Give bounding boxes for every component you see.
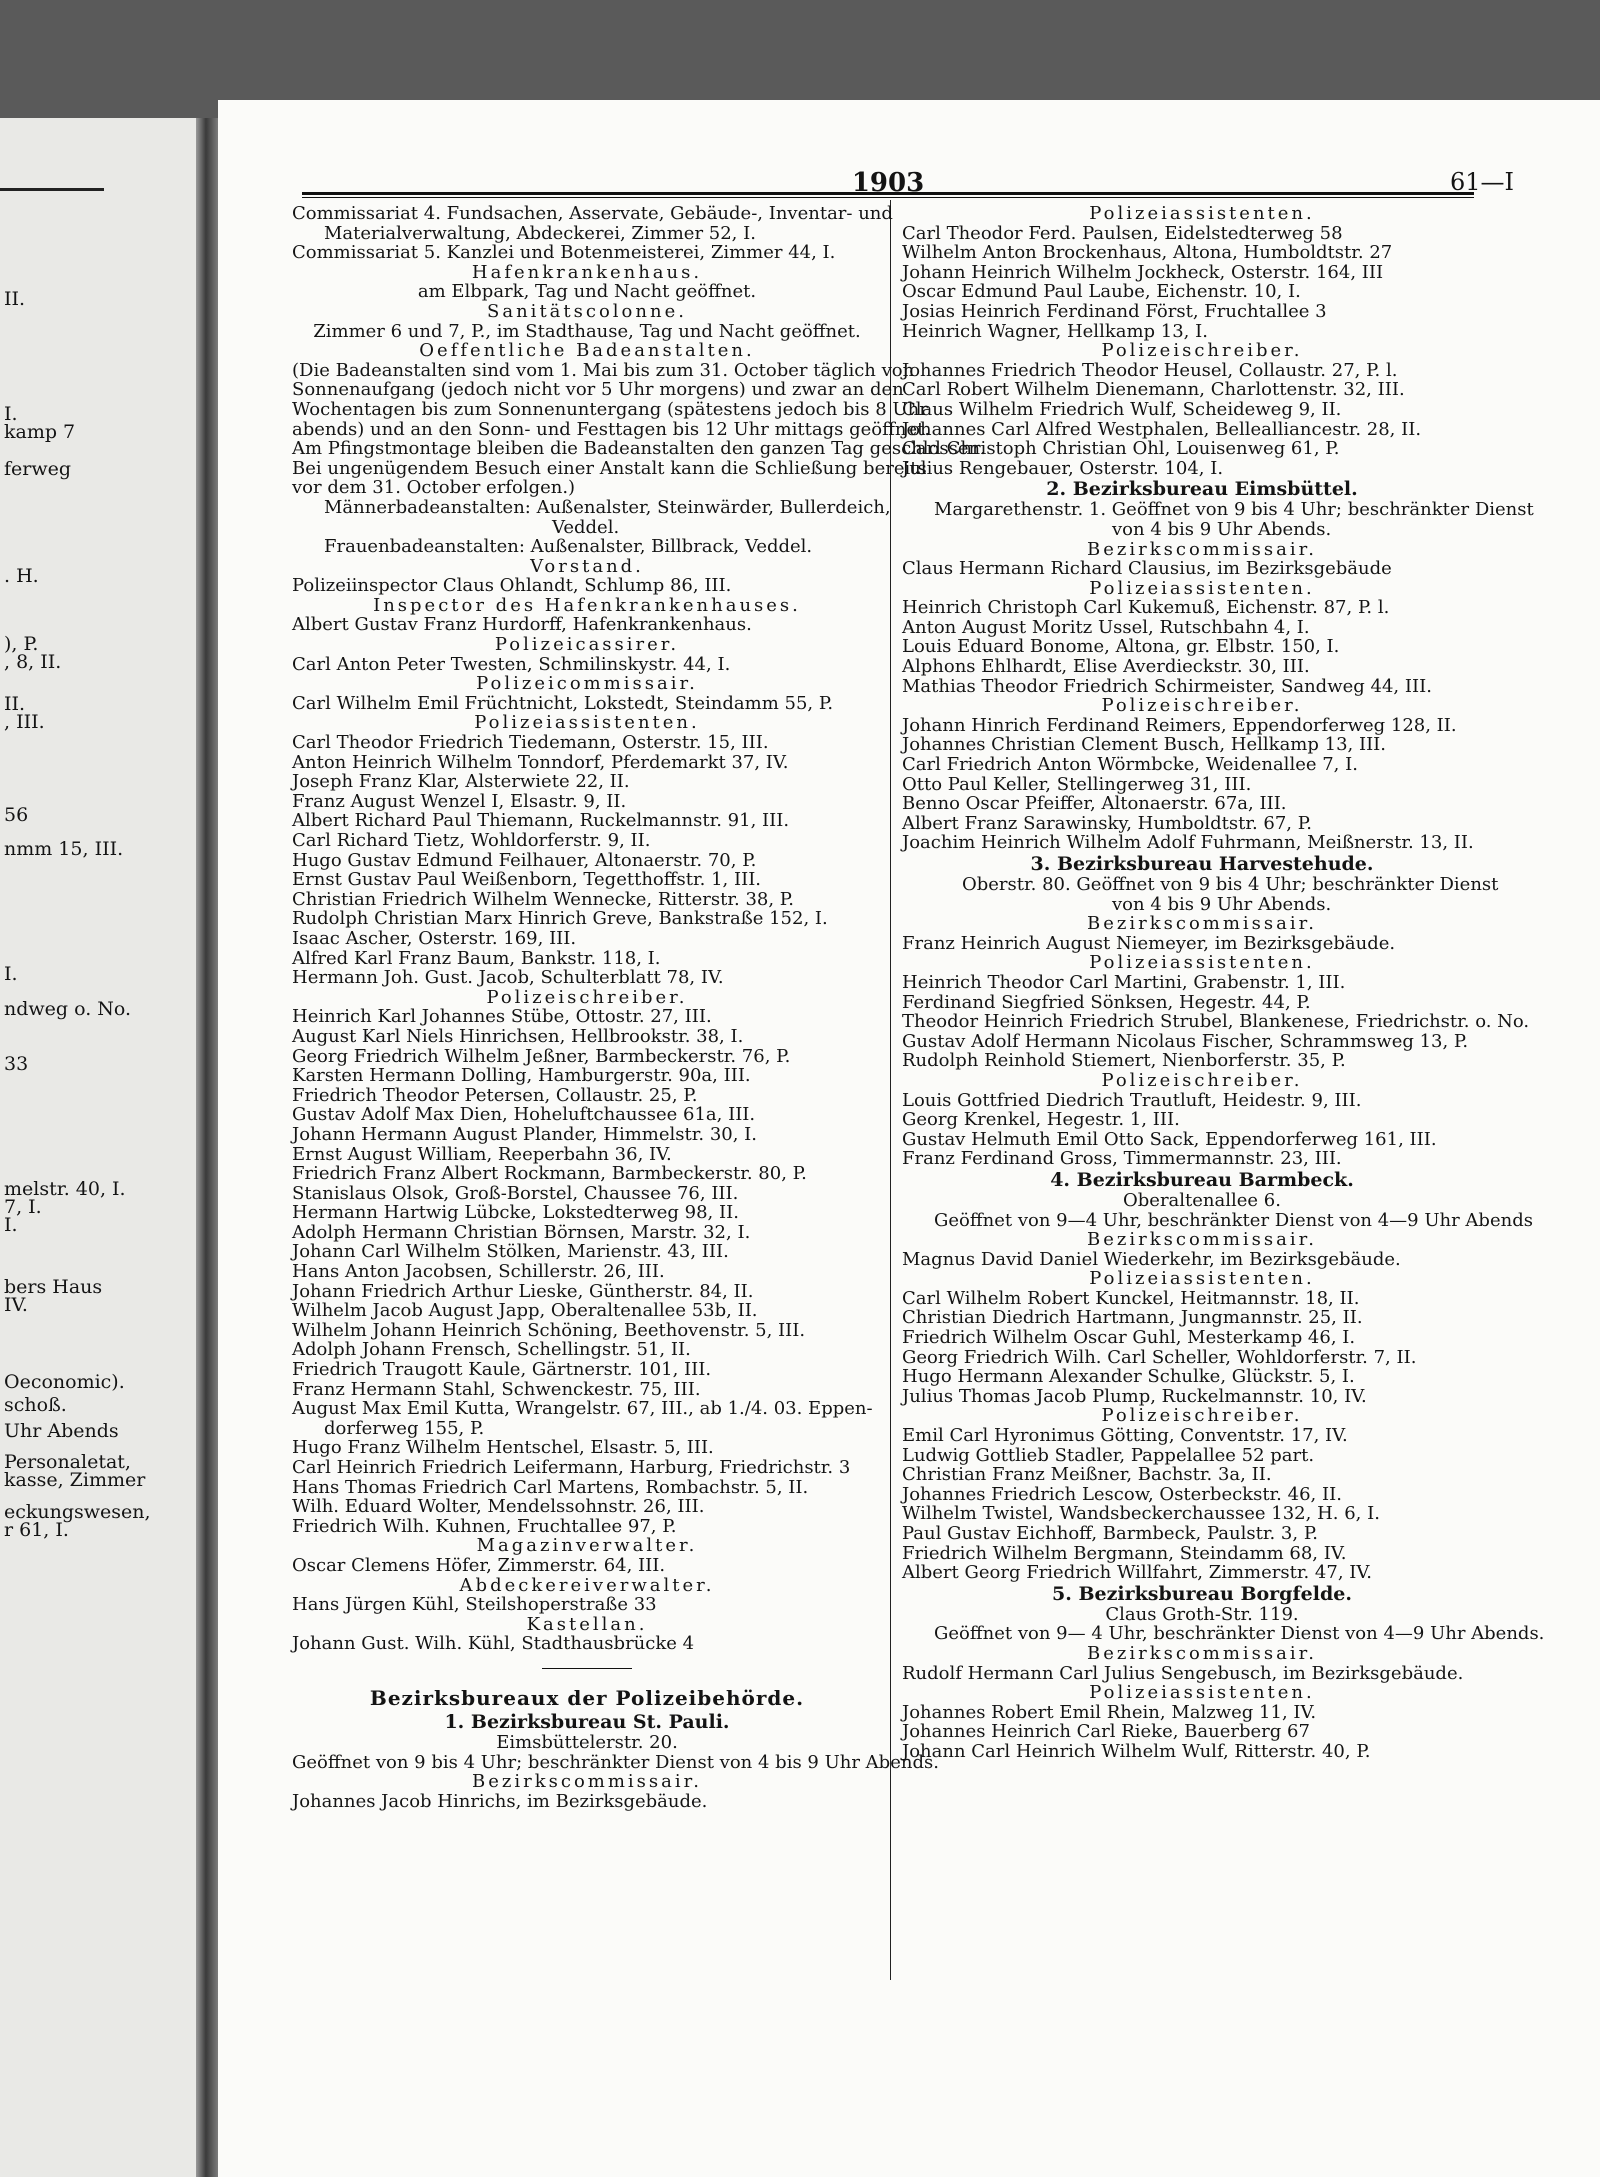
text-line: Christian Franz Meißner, Bachstr. 3a, II. — [902, 1464, 1272, 1486]
text-line: Rudolph Christian Marx Hinrich Greve, Bankstraße 152, I. — [292, 908, 828, 930]
section-heading: Polizeischreiber. — [1101, 340, 1303, 362]
text-line: Heinrich Christoph Carl Kukemuß, Eichenstr. 87, P. l. — [902, 597, 1390, 619]
adjacent-page-text: r 61, I. — [4, 1519, 69, 1541]
text-line: dorferweg 155, P. — [324, 1417, 485, 1439]
section-heading: Bezirkscommissair. — [1087, 1642, 1317, 1664]
text-line: Johannes Carl Alfred Westphalen, Bellealliancestr. 28, II. — [902, 418, 1422, 440]
text-line: Anton August Moritz Ussel, Rutschbahn 4, I. — [902, 616, 1310, 638]
section-heading: Inspector des Hafenkrankenhauses. — [373, 594, 801, 616]
section-heading: Polizeiassistenten. — [1089, 952, 1315, 974]
section-heading: Polizeischreiber. — [486, 986, 688, 1008]
adjacent-page-fragment — [0, 118, 205, 2177]
text-line: Friedrich Traugott Kaule, Gärtnerstr. 101, III. — [292, 1359, 712, 1381]
text-line: Friedrich Wilhelm Bergmann, Steindamm 68, IV. — [902, 1542, 1347, 1564]
text-line: Paul Gustav Eichhoff, Barmbeck, Paulstr. 3, P. — [902, 1523, 1319, 1544]
bureau-heading: 4. Bezirksbureau Barmbeck. — [1050, 1168, 1354, 1191]
text-line: Wilh. Eduard Wolter, Mendelssohnstr. 26, III. — [292, 1496, 705, 1518]
section-heading: Oeffentliche Badeanstalten. — [419, 340, 755, 362]
text-line: Carl Christoph Christian Ohl, Louisenweg 61, P. — [902, 438, 1340, 460]
text-line: Geöffnet von 9 bis 4 Uhr; beschränkter Dienst von 4 bis 9 Uhr Abends. — [292, 1751, 939, 1773]
section-heading: Bezirkscommissair. — [472, 1771, 702, 1793]
text-line: Julius Thomas Jacob Plump, Ruckelmannstr. 10, IV. — [902, 1385, 1367, 1407]
text-line: Heinrich Theodor Carl Martini, Grabenstr. 1, III. — [902, 971, 1346, 993]
section-heading: Bezirkscommissair. — [1087, 913, 1317, 935]
text-line: Christian Friedrich Wilhelm Wennecke, Ritterstr. 38, P. — [292, 888, 794, 910]
text-line: von 4 bis 9 Uhr Abends. — [1112, 518, 1332, 540]
section-heading: Polizeischreiber. — [1101, 695, 1303, 717]
text-line: Johannes Christian Clement Busch, Hellkamp 13, III. — [902, 734, 1387, 756]
text-line: Louis Eduard Bonome, Altona, gr. Elbstr. 150, I. — [902, 636, 1340, 658]
text-line: Oscar Edmund Paul Laube, Eichenstr. 10, I. — [902, 281, 1301, 303]
bureau-heading: 1. Bezirksbureau St. Pauli. — [444, 1710, 730, 1733]
text-line: von 4 bis 9 Uhr Abends. — [1112, 893, 1332, 915]
text-line: Joseph Franz Klar, Alsterwiete 22, II. — [292, 771, 630, 793]
text-line: Johann Heinrich Wilhelm Jockheck, Osterstr. 164, III — [902, 261, 1384, 283]
adjacent-page-text: ferweg — [4, 458, 72, 480]
text-line: Johann Carl Heinrich Wilhelm Wulf, Ritterstr. 40, P. — [902, 1740, 1371, 1762]
text-line: Stanislaus Olsok, Groß-Borstel, Chaussee 76, III. — [292, 1182, 739, 1204]
adjacent-page-text: I. — [4, 403, 18, 425]
text-line: Hugo Franz Wilhelm Hentschel, Elsastr. 5, III. — [292, 1437, 714, 1459]
section-heading: Sanitätscolonne. — [487, 300, 687, 322]
centered-line: Oberaltenallee 6. — [1123, 1189, 1281, 1211]
left-column — [292, 203, 986, 1812]
text-line: Wilhelm Anton Brockenhaus, Altona, Humboldtstr. 27 — [902, 242, 1393, 264]
text-line: Oberstr. 80. Geöffnet von 9 bis 4 Uhr; beschränkter Dienst — [962, 874, 1499, 895]
text-line: Commissariat 4. Fundsachen, Asservate, Gebäude-, Inventar- und — [292, 203, 893, 224]
text-line: Margarethenstr. 1. Geöffnet von 9 bis 4 Uhr; beschränkter Dienst — [934, 499, 1534, 521]
text-line: Hans Jürgen Kühl, Steilshoperstraße 33 — [292, 1594, 657, 1616]
adjacent-page-rule — [0, 188, 104, 191]
adjacent-page-text: schoß. — [4, 1394, 67, 1416]
adjacent-page-text: IV. — [4, 1294, 28, 1316]
text-line: Friedrich Theodor Petersen, Collaustr. 25, P. — [292, 1084, 698, 1106]
text-line: Gustav Adolf Hermann Nicolaus Fischer, Schrammsweg 13, P. — [902, 1030, 1469, 1052]
text-line: Carl Friedrich Anton Wörmbcke, Weidenallee 7, I. — [902, 754, 1358, 776]
text-line: Emil Carl Hyronimus Götting, Conventstr. 17, IV. — [902, 1425, 1348, 1447]
right-column — [902, 203, 1545, 1762]
text-line: Franz Heinrich August Niemeyer, im Bezirksgebäude. — [902, 932, 1396, 954]
text-line: Claus Wilhelm Friedrich Wulf, Scheideweg 9, II. — [902, 398, 1342, 420]
text-line: Am Pfingstmontage bleiben die Badeanstalten den ganzen Tag geschlossen. — [292, 438, 986, 460]
centered-line: Claus Groth-Str. 119. — [1105, 1603, 1299, 1625]
text-line: Louis Gottfried Diedrich Trautluft, Heidestr. 9, III. — [902, 1089, 1362, 1111]
text-line: Wilhelm Johann Heinrich Schöning, Beethovenstr. 5, III. — [292, 1319, 806, 1341]
text-line: Johannes Heinrich Carl Rieke, Bauerberg 67 — [902, 1721, 1310, 1743]
text-line: Carl Theodor Friedrich Tiedemann, Osterstr. 15, III. — [292, 732, 769, 754]
text-line: Hans Thomas Friedrich Carl Martens, Rombachstr. 5, II. — [292, 1476, 809, 1498]
text-line: Albert Franz Sarawinsky, Humboldtstr. 67, P. — [902, 812, 1312, 834]
page-year: 1903 — [851, 168, 925, 198]
header-rule — [302, 192, 1474, 195]
text-line: Albert Gustav Franz Hurdorff, Hafenkrankenhaus. — [292, 614, 752, 636]
adjacent-page-text: kasse, Zimmer — [4, 1469, 146, 1491]
text-line: Wilhelm Twistel, Wandsbeckerchaussee 132, H. 6, I. — [902, 1503, 1380, 1525]
text-line: Carl Wilhelm Emil Früchtnicht, Lokstedt, Steindamm 55, P. — [292, 692, 834, 714]
text-line: Hermann Joh. Gust. Jacob, Schulterblatt 78, IV. — [292, 967, 724, 989]
text-line: abends) und an den Sonn- und Festtagen bis 12 Uhr mittags geöffnet. — [292, 418, 931, 440]
text-line: Georg Krenkel, Hegestr. 1, III. — [902, 1109, 1180, 1131]
text-line: Johann Gust. Wilh. Kühl, Stadthausbrücke 4 — [292, 1633, 695, 1655]
text-line: Johann Carl Wilhelm Stölken, Marienstr. 43, III. — [292, 1241, 729, 1263]
section-heading: Bezirkscommissair. — [1087, 1229, 1317, 1251]
text-line: Commissariat 5. Kanzlei und Botenmeisterei, Zimmer 44, I. — [292, 242, 836, 264]
adjacent-page-text: 56 — [4, 804, 29, 826]
page-number: 61—I — [1449, 168, 1514, 196]
adjacent-page-text: Personaletat, — [4, 1451, 131, 1473]
adjacent-page-text: ndweg o. No. — [4, 998, 132, 1020]
adjacent-page-text: bers Haus — [4, 1276, 103, 1298]
text-line: Wilhelm Jacob August Japp, Oberaltenallee 53b, II. — [292, 1300, 758, 1322]
book-gutter — [196, 118, 218, 2177]
adjacent-page-text: . H. — [4, 565, 39, 587]
text-line: Sonnenaufgang (jedoch nicht vor 5 Uhr morgens) und zwar an den — [292, 379, 904, 401]
text-line: Ernst Gustav Paul Weißenborn, Tegetthoffstr. 1, III. — [292, 869, 762, 891]
adjacent-page-text: 33 — [4, 1053, 29, 1075]
text-line: Carl Heinrich Friedrich Leifermann, Harburg, Friedrichstr. 3 — [292, 1457, 851, 1478]
text-line: Georg Friedrich Wilhelm Jeßner, Barmbeckerstr. 76, P. — [292, 1045, 791, 1067]
adjacent-page-text: , 8, II. — [4, 651, 62, 673]
text-line: Franz August Wenzel I, Elsastr. 9, II. — [292, 790, 627, 812]
text-line: Gustav Helmuth Emil Otto Sack, Eppendorferweg 161, III. — [902, 1128, 1437, 1150]
text-line: Gustav Adolf Max Dien, Hoheluftchaussee 61a, III. — [292, 1104, 756, 1126]
text-line: Heinrich Wagner, Hellkamp 13, I. — [902, 320, 1208, 342]
main-heading: Bezirksbureaux der Polizeibehörde. — [369, 1685, 805, 1710]
text-line: Julius Rengebauer, Osterstr. 104, I. — [902, 457, 1224, 479]
text-line: Bei ungenügendem Besuch einer Anstalt kann die Schließung bereits — [292, 457, 927, 479]
text-line: Frauenbadeanstalten: Außenalster, Billbrack, Veddel. — [324, 536, 813, 558]
text-line: Heinrich Karl Johannes Stübe, Ottostr. 27, III. — [292, 1006, 712, 1028]
centered-line: Zimmer 6 und 7, P., im Stadthause, Tag und Nacht geöffnet. — [313, 320, 861, 342]
text-line: Otto Paul Keller, Stellingerweg 31, III. — [902, 773, 1252, 795]
section-heading: Polizeicommissair. — [476, 673, 698, 695]
text-line: Carl Richard Tietz, Wohldorferstr. 9, II. — [292, 830, 651, 851]
bureau-heading: 2. Bezirksbureau Eimsbüttel. — [1046, 478, 1358, 501]
text-line: Friedrich Wilhelm Oscar Guhl, Mesterkamp 46, I. — [902, 1327, 1356, 1349]
section-heading: Polizeiassistenten. — [1089, 1682, 1315, 1704]
centered-line: am Elbpark, Tag und Nacht geöffnet. — [417, 281, 757, 303]
text-line: Franz Hermann Stahl, Schwenckestr. 75, III. — [292, 1378, 701, 1400]
section-heading: Polizeiassistenten. — [1089, 1268, 1315, 1290]
adjacent-page-text: Oeconomic). — [4, 1371, 125, 1393]
adjacent-page-text: Uhr Abends — [4, 1420, 119, 1442]
section-heading: Kastellan. — [526, 1613, 648, 1635]
text-line: Rudolph Reinhold Stiemert, Nienborferstr. 35, P. — [902, 1050, 1346, 1072]
text-line: Johannes Friedrich Lescow, Osterbeckstr. 46, II. — [902, 1483, 1342, 1505]
text-line: Carl Theodor Ferd. Paulsen, Eidelstedterweg 58 — [902, 222, 1343, 244]
text-line: Claus Hermann Richard Clausius, im Bezirksgebäude — [902, 558, 1392, 580]
adjacent-page-text: kamp 7 — [4, 421, 76, 443]
text-line: Carl Wilhelm Robert Kunckel, Heitmannstr. 18, II. — [902, 1287, 1360, 1309]
text-line: Theodor Heinrich Friedrich Strubel, Blankenese, Friedrichstr. o. No. — [902, 1011, 1530, 1033]
adjacent-page-text: I. — [4, 963, 18, 985]
text-line: Polizeiinspector Claus Ohlandt, Schlump 86, III. — [292, 575, 732, 597]
text-line: Anton Heinrich Wilhelm Tonndorf, Pferdemarkt 37, IV. — [292, 751, 789, 773]
text-line: Wochentagen bis zum Sonnenuntergang (spätestens jedoch bis 8 Uhr — [292, 398, 928, 420]
text-line: Friedrich Wilh. Kuhnen, Fruchtallee 97, P. — [292, 1515, 677, 1537]
text-line: Johann Hinrich Ferdinand Reimers, Eppendorferweg 128, II. — [902, 714, 1457, 736]
section-heading: Polizeiassistenten. — [1089, 577, 1315, 599]
text-line: Johann Friedrich Arthur Lieske, Güntherstr. 84, II. — [292, 1280, 754, 1302]
section-heading: Magazinverwalter. — [476, 1535, 698, 1557]
text-line: Alfred Karl Franz Baum, Bankstr. 118, I. — [292, 947, 661, 969]
adjacent-page-text: nmm 15, III. — [4, 838, 124, 860]
text-line: Carl Anton Peter Twesten, Schmilinskystr. 44, I. — [292, 653, 731, 675]
text-line: Johannes Friedrich Theodor Heusel, Collaustr. 27, P. l. — [902, 359, 1398, 381]
text-line: Albert Georg Friedrich Willfahrt, Zimmerstr. 47, IV. — [902, 1562, 1372, 1584]
bureau-heading: 5. Bezirksbureau Borgfelde. — [1052, 1582, 1352, 1605]
text-line: (Die Badeanstalten sind vom 1. Mai bis zum 31. October täglich von — [292, 359, 915, 381]
text-line: August Karl Niels Hinrichsen, Hellbrookstr. 38, I. — [292, 1025, 744, 1047]
section-heading: Polizeiassistenten. — [1089, 203, 1315, 224]
text-line: Karsten Hermann Dolling, Hamburgerstr. 90a, III. — [292, 1065, 751, 1087]
text-line: Albert Richard Paul Thiemann, Ruckelmannstr. 91, III. — [292, 810, 790, 832]
adjacent-page-text: II. — [4, 693, 26, 715]
adjacent-page-text: ), P. — [4, 633, 39, 655]
text-line: Adolph Hermann Christian Börnsen, Marstr. 32, I. — [292, 1221, 751, 1243]
section-heading: Vorstand. — [530, 555, 644, 577]
text-line: Josias Heinrich Ferdinand Först, Fruchtallee 3 — [902, 300, 1327, 322]
text-line: Carl Robert Wilhelm Dienemann, Charlottenstr. 32, III. — [902, 379, 1405, 401]
text-line: Mathias Theodor Friedrich Schirmeister, Sandweg 44, III. — [902, 675, 1432, 697]
text-line: Hugo Gustav Edmund Feilhauer, Altonaerstr. 70, P. — [292, 849, 757, 871]
text-line: Franz Ferdinand Gross, Timmermannstr. 23, III. — [902, 1148, 1342, 1170]
text-line: Benno Oscar Pfeiffer, Altonaerstr. 67a, III. — [902, 793, 1287, 815]
section-heading: Abdeckereiverwalter. — [459, 1574, 715, 1596]
text-line: Hermann Hartwig Lübcke, Lokstedterweg 98, II. — [292, 1202, 739, 1224]
text-line: Joachim Heinrich Wilhelm Adolf Fuhrmann, Meißnerstr. 13, II. — [902, 832, 1474, 854]
text-line: Johann Hermann August Plander, Himmelstr. 30, I. — [292, 1123, 758, 1145]
text-line: Hugo Hermann Alexander Schulke, Glückstr. 5, I. — [902, 1366, 1355, 1388]
text-line: vor dem 31. October erfolgen.) — [292, 477, 576, 499]
adjacent-page-text: melstr. 40, I. — [4, 1178, 126, 1200]
text-line: Veddel. — [552, 516, 620, 538]
bureau-heading: 3. Bezirksbureau Harvestehude. — [1030, 853, 1374, 875]
text-line: Georg Friedrich Wilh. Carl Scheller, Wohldorferstr. 7, II. — [902, 1346, 1417, 1368]
text-line: Ludwig Gottlieb Stadler, Pappelallee 52 part. — [902, 1444, 1315, 1466]
text-line: Ferdinand Siegfried Sönksen, Hegestr. 44, P. — [902, 991, 1311, 1013]
text-line: Oscar Clemens Höfer, Zimmerstr. 64, III. — [292, 1554, 666, 1576]
header-rule-thin — [302, 197, 1474, 198]
text-line: Hans Anton Jacobsen, Schillerstr. 26, III. — [292, 1261, 665, 1283]
text-line: August Max Emil Kutta, Wrangelstr. 67, III., ab 1./4. 03. Eppen- — [292, 1398, 873, 1420]
adjacent-page-text: II. — [4, 288, 26, 310]
text-line: Ernst August William, Reeperbahn 36, IV. — [292, 1143, 672, 1165]
adjacent-page-text: 7, I. — [4, 1196, 42, 1218]
text-line: Friedrich Franz Albert Rockmann, Barmbeckerstr. 80, P. — [292, 1163, 807, 1185]
text-line: Magnus David Daniel Wiederkehr, im Bezirksgebäude. — [902, 1248, 1401, 1270]
text-line: Johannes Jacob Hinrichs, im Bezirksgebäude. — [292, 1790, 708, 1812]
adjacent-page-text: eckungswesen, — [4, 1501, 151, 1523]
section-heading: Bezirkscommissair. — [1087, 538, 1317, 560]
text-line: Geöffnet von 9— 4 Uhr, beschränkter Dienst von 4—9 Uhr Abends. — [934, 1623, 1545, 1645]
section-heading: Hafenkrankenhaus. — [471, 261, 703, 283]
text-line: Geöffnet von 9—4 Uhr, beschränkter Dienst von 4—9 Uhr Abends — [934, 1209, 1533, 1231]
text-line: Christian Diedrich Hartmann, Jungmannstr. 25, II. — [902, 1307, 1363, 1329]
centered-line: Eimsbüttelerstr. 20. — [496, 1731, 678, 1753]
text-line: Isaac Ascher, Osterstr. 169, III. — [292, 927, 577, 949]
separator-rule — [542, 1668, 632, 1669]
text-line: Rudolf Hermann Carl Julius Sengebusch, im Bezirksgebäude. — [902, 1662, 1464, 1684]
section-heading: Polizeischreiber. — [1101, 1405, 1303, 1427]
text-line: Johannes Robert Emil Rhein, Malzweg 11, IV. — [902, 1701, 1317, 1723]
adjacent-page-text: , III. — [4, 711, 45, 733]
text-line: Adolph Johann Frensch, Schellingstr. 51, II. — [292, 1339, 691, 1361]
adjacent-page-text: I. — [4, 1214, 18, 1236]
section-heading: Polizeiassistenten. — [474, 712, 700, 734]
section-heading: Polizeicassirer. — [494, 634, 680, 656]
text-line: Männerbadeanstalten: Außenalster, Steinwärder, Bullerdeich, — [324, 496, 891, 518]
section-heading: Polizeischreiber. — [1101, 1069, 1303, 1091]
text-line: Alphons Ehlhardt, Elise Averdieckstr. 30, III. — [902, 656, 1310, 678]
text-line: Materialverwaltung, Abdeckerei, Zimmer 52, I. — [324, 222, 756, 244]
